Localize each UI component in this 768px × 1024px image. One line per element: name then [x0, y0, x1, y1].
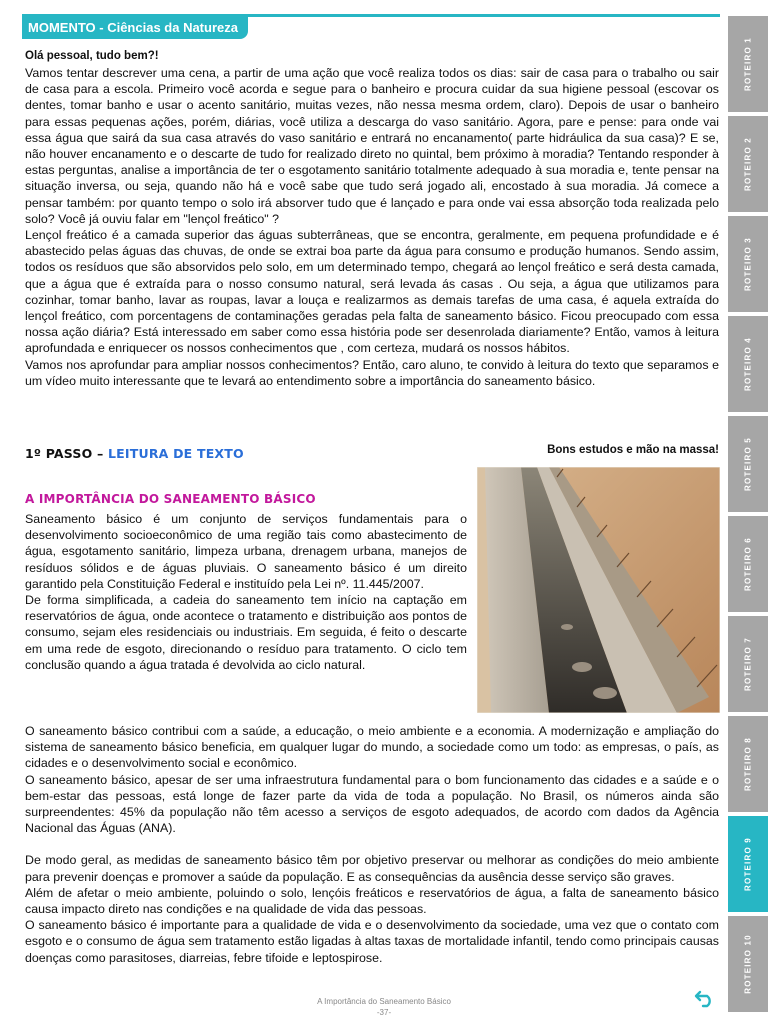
tab-roteiro-4[interactable] — [728, 316, 768, 412]
tab-label: ROTEIRO 7 — [743, 637, 753, 691]
tab-label: ROTEIRO 1 — [743, 37, 753, 91]
tab-roteiro-10[interactable] — [728, 916, 768, 1012]
step-number: 1º PASSO – — [25, 446, 109, 461]
tab-label: ROTEIRO 2 — [743, 137, 753, 191]
tab-label: ROTEIRO 6 — [743, 537, 753, 591]
article-paragraph: Além de afetar o meio ambiente, poluindo o solo, lençóis freáticos e reservatórios de água, a falta de saneamento básico causa impacto direto nas condições e na qualidade de vida das pessoas. — [25, 885, 719, 917]
tab-label: ROTEIRO 8 — [743, 737, 753, 791]
paragraph-gap — [25, 836, 719, 852]
tab-label: ROTEIRO 3 — [743, 237, 753, 291]
intro-paragraph: Vamos nos aprofundar para ampliar nossos conhecimentos? Então, caro aluno, te convido à leitura do texto que separamos e um vídeo muito interessante que te levará ao entendimento sobre a importância do saneamento básico. — [25, 357, 719, 388]
tab-roteiro-2[interactable] — [728, 116, 768, 212]
intro-text — [25, 65, 719, 389]
article-column — [25, 511, 467, 673]
article-paragraph: O saneamento básico é importante para a qualidade de vida e o desenvolvimento da sociedade, uma vez que o contato com esgoto e o consumo de água sem tratamento estão ligadas à altas taxas de mortalidade infantil, tendo como principais causas doenças como parasitoses, diarreias, febre tifoide e leptospirose. — [25, 918, 719, 965]
tab-roteiro-8[interactable] — [728, 716, 768, 812]
tab-roteiro-7[interactable] — [728, 616, 768, 712]
return-arrow-icon[interactable] — [694, 986, 716, 1008]
intro-paragraph: Vamos tentar descrever uma cena, a partir de uma ação que você realiza todos os dias: sair de casa para o trabalho ou sair de casa para a escola. Primeiro você acorda e segue para o banheiro e procura cuidar da sua higiene pessoal (escovar os dentes, tomar banho e usar o acento sanitário, muitas vezes, não nessa mesma ordem, claro). Depois de usar o banheiro para essas pequenas ações, porém, diárias, você utiliza a descarga do vaso sanitário. Agora, pare e pense: para onde vai essa água que sairá da sua casa através do vaso sanitário e entrará no encanamento( parte hidráulica da sua casa)? E se, não houver encanamento e o descarte de tudo for realizado direto no quintal, bem próximo à moradia? Tentando responder à estas perguntas, analise a importância de ter o esgotamento sanitário totalmente adequado à sua moradia e, tente pensar na situação inversa, ou seja, quando não há e você sabe que tudo será jogado ali, encostado à sua moradia. Já comece a pensar também: por quanto tempo o solo irá absorver tudo que é lançado e para onde vai essa absorção toda realizada pelo solo? Você já ouviu falar em "lençol freático" ? — [25, 66, 719, 226]
tab-label: ROTEIRO 9 — [743, 837, 753, 891]
tab-label: ROTEIRO 10 — [743, 934, 753, 994]
intro-paragraph: Lençol freático é a camada superior das águas subterrâneas, que se encontra, geralmente, em pequena profundidade e é abastecido pelas águas das chuvas, de onde se extrai boa parte da água para consumo e produção humanos. Sendo assim, todos os resíduos que são absorvidos pelo solo, em um determinado tempo, chegará ao lençol freático e será desta camada, que a água que é extraída para o nosso consumo natural, será levada ás casas . Ou seja, a água que utilizamos para cozinhar, tomar banho, lavar as roupas, lavar a louça e realizarmos as demais tarefas de uma casa, é aquela extraída do lençol freático, com porcentagens de contaminações geradas pela falta de saneamento básico. Ficou preocupado com essa nossa ação diária? Está interessado em saber como essa história pode ser desenrolada diariamente? Então, vamos à leitura aprofundada e enriquecer os nossos conhecimentos que , com certeza, mudará os nossos hábitos. — [25, 228, 719, 356]
footer-title: A Importância do Saneamento Básico — [317, 997, 451, 1006]
article-continued — [25, 723, 719, 966]
article-paragraph: De modo geral, as medidas de saneamento básico têm por objetivo preservar ou melhorar as condições do meio ambiente para prevenir doenças e promover a saúde da população. E as consequências da ausência desse serviço são graves. — [25, 853, 719, 884]
article-title: A IMPORTÂNCIA DO SANEAMENTO BÁSICO — [25, 492, 316, 506]
section-badge: MOMENTO - Ciências da Natureza — [22, 17, 248, 39]
tab-roteiro-5[interactable] — [728, 416, 768, 512]
article-paragraph: De forma simplificada, a cadeia do saneamento tem início na captação em reservatórios de água, onde acontece o tratamento e distribuição aos pontos de consumo, sejam eles residenciais ou industriais. Em seguida, é feito o descarte em uma rede de esgoto, direcionando o resíduo para tratamento. O ciclo tem conclusão quando a água tratada é devolvida ao ciclo natural. — [25, 593, 467, 672]
tab-roteiro-1[interactable] — [728, 16, 768, 112]
tab-label: ROTEIRO 5 — [743, 437, 753, 491]
roteiro-tabs — [728, 16, 768, 1016]
step-heading — [25, 446, 244, 461]
tab-label: ROTEIRO 4 — [743, 337, 753, 391]
article-paragraph: O saneamento básico, apesar de ser uma infraestrutura fundamental para o bom funcionamento das cidades e a saúde e o bem-estar das pessoas, está longe de fazer parte da vida de toda a população. No Brasil, os números ainda são surpreendentes: 45% da população não têm acesso a serviços de esgoto adequados, de acordo com dados da Agência Nacional das Águas (ANA). — [25, 772, 719, 836]
article-paragraph: Saneamento básico é um conjunto de serviços fundamentais para o desenvolvimento socioeconômico de uma região tais como abastecimento de água, esgotamento sanitário, limpeza urbana, drenagem urbana, manejos de resíduos sólidos e de águas pluviais. O saneamento básico é um direito garantido pela Constituição Federal e instituído pela Lei nº. 11.445/2007. — [25, 512, 467, 591]
step-title: LEITURA DE TEXTO — [108, 446, 244, 461]
page-number: -37- — [376, 1008, 392, 1017]
sewer-channel-photo — [477, 467, 720, 713]
tab-roteiro-3[interactable] — [728, 216, 768, 312]
tab-roteiro-9[interactable] — [728, 816, 768, 912]
article-paragraph: O saneamento básico contribui com a saúde, a educação, o meio ambiente e a economia. A modernização e ampliação do sistema de saneamento básico beneficia, em qualquer lugar do mundo, a sociedade como um todo: as empresas, o país, as cidades e o desenvolvimento social e econômico. — [25, 724, 719, 771]
closing-line: Bons estudos e mão na massa! — [547, 444, 719, 456]
greeting: Olá pessoal, tudo bem?! — [25, 50, 159, 62]
tab-roteiro-6[interactable] — [728, 516, 768, 612]
